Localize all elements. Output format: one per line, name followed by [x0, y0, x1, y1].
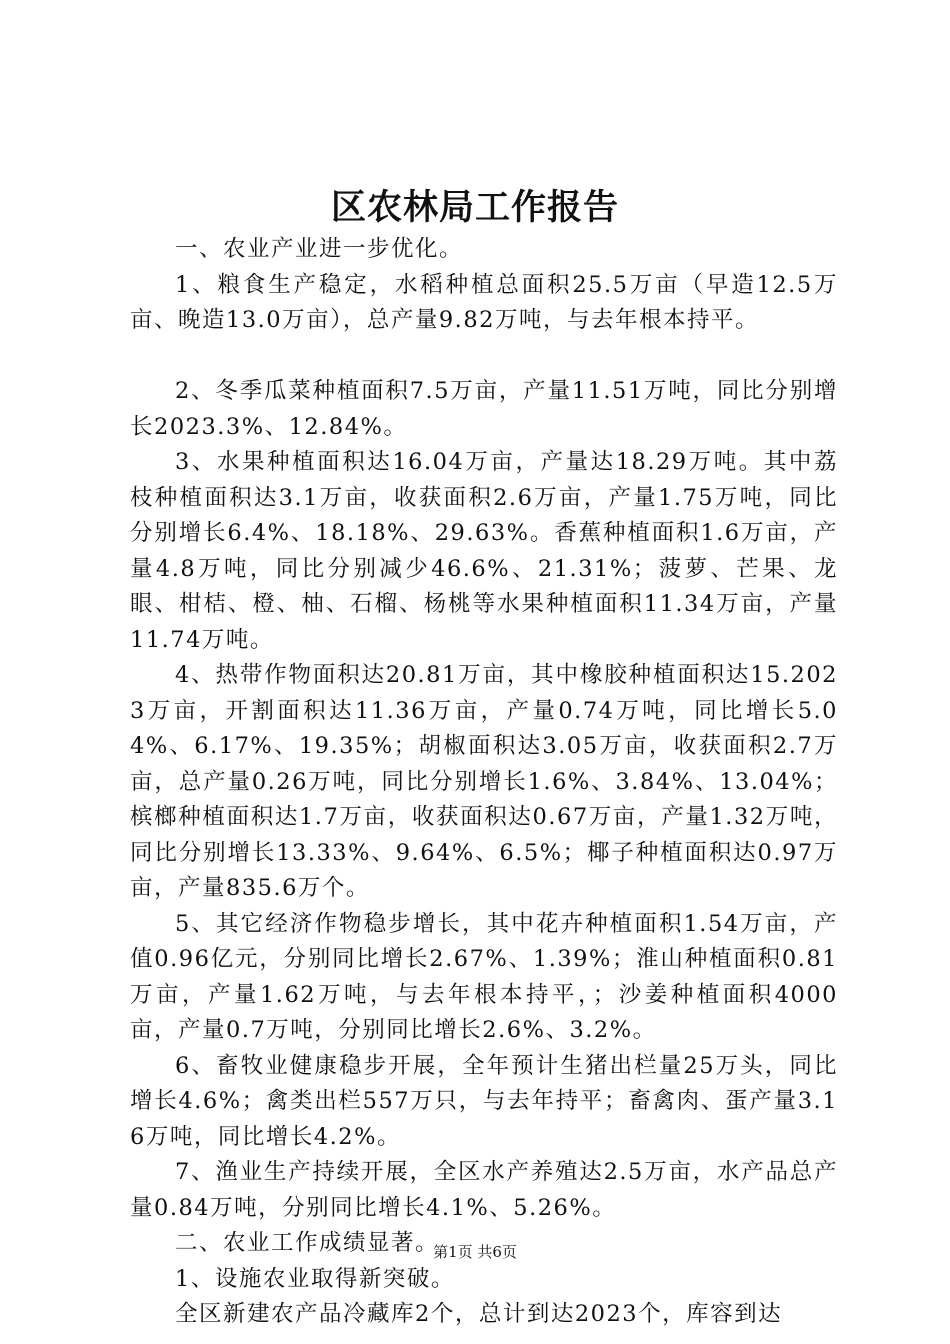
section-heading-1: 一、农业产业进一步优化。: [175, 236, 464, 262]
paragraph-grain: 1、粮食生产稳定，水稻种植总面积25.5万亩（早造12.5万亩、晚造13.0万亩），总产量9.82万吨，与去年根本持平。: [130, 271, 838, 333]
section-heading-2: 二、农业工作成绩显著。: [175, 1230, 440, 1256]
paragraph-fruit: 3、水果种植面积达16.04万亩，产量达18.29万吨。其中荔枝种植面积达3.1万亩，收获面积2.6万亩，产量1.75万吨，同比分别增长6.4%、18.18%、29.63%。香蕉种植面积1.6万亩，产量4.8万吨，同比分别减少46.6%、21.31%；菠萝、芒果、龙眼、柑桔、橙、柚、石榴、杨桃等水果种植面积11.34万亩，产量11.74万吨。: [130, 449, 838, 653]
paragraph-livestock: 6、畜牧业健康稳步开展，全年预计生猪出栏量25万头，同比增长4.6%；禽类出栏557万只，与去年持平；畜禽肉、蛋产量3.16万吨，同比增长4.2%。: [130, 1052, 838, 1150]
paragraph-fishery: 7、渔业生产持续开展，全区水产养殖达2.5万亩，水产品总产量0.84万吨，分别同比增长4.1%、5.26%。: [130, 1159, 838, 1221]
paragraph-tropical-crops: 4、热带作物面积达20.81万亩，其中橡胶种植面积达15.2023万亩，开割面积达11.36万亩，产量0.74万吨，同比增长5.04%、6.17%、19.35%；胡椒面积达3.05万亩，收获面积2.7万亩，总产量0.26万吨，同比分别增长1.6%、3.84%、13.04%；槟榔种植面积达1.7万亩，收获面积达0.67万亩，产量1.32万吨，同比分别增长13.33%、9.64%、6.5%；椰子种植面积达0.97万亩，产量835.6万个。: [130, 662, 838, 901]
paragraph-winter-vegetables: 2、冬季瓜菜种植面积7.5万亩，产量11.51万吨，同比分别增长2023.3%、12.84%。: [130, 378, 838, 440]
subsection-heading-facility-agriculture: 1、设施农业取得新突破。: [175, 1265, 455, 1292]
document-title: 区农林局工作报告: [330, 187, 619, 228]
page-footer: 第1页 共6页: [433, 1243, 517, 1261]
paragraph-economic-crops: 5、其它经济作物稳步增长，其中花卉种植面积1.54万亩，产值0.96亿元，分别同比增长2.67%、1.39%；淮山种植面积0.81万亩，产量1.62万吨，与去年根本持平，；沙姜种植面积4000亩，产量0.7万吨，分别同比增长2.6%、3.2%。: [130, 910, 838, 1043]
document-body: [130, 232, 838, 1333]
paragraph-cold-storage: 全区新建农产品冷藏库2个，总计到达2023个，库容到达: [175, 1301, 783, 1327]
